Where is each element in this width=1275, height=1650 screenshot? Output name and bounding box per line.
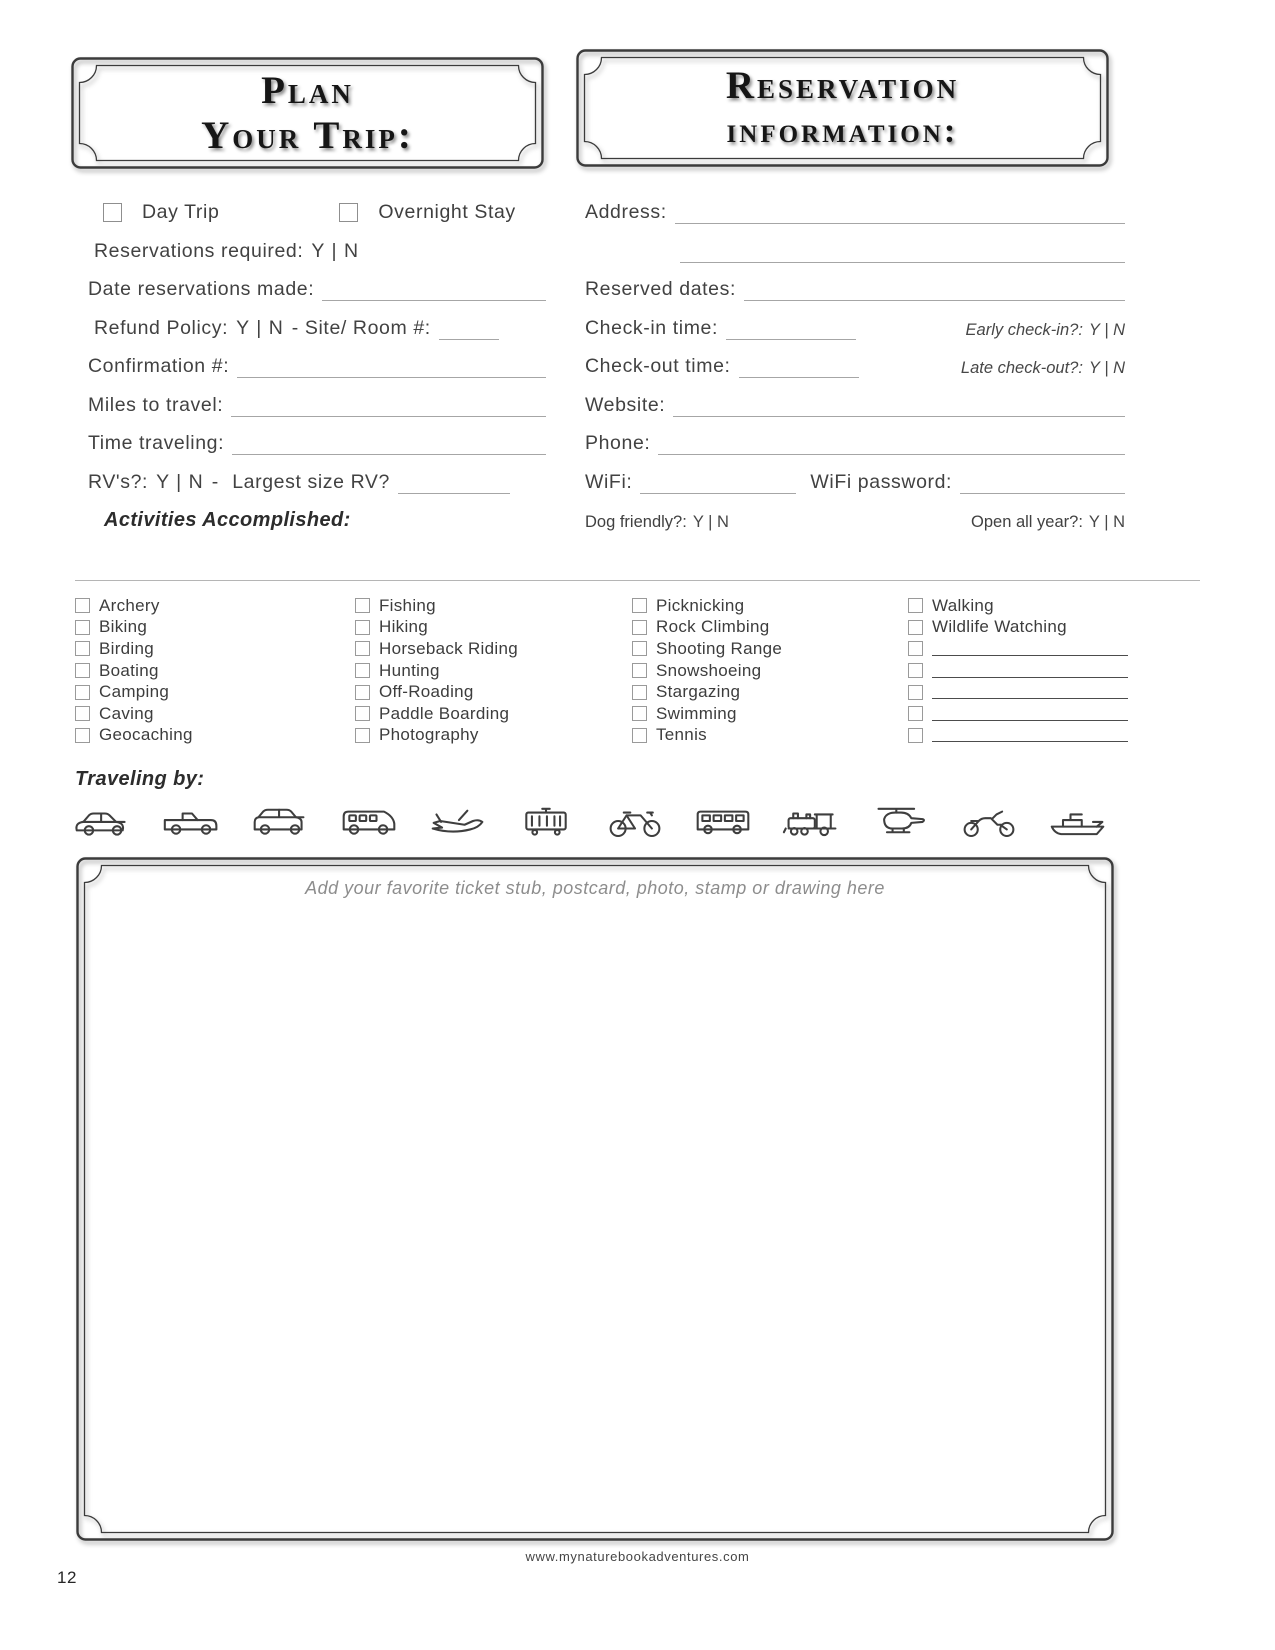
activity-checkbox[interactable]	[75, 728, 90, 743]
activity-label: Swimming	[656, 703, 737, 723]
activity-checkbox[interactable]	[908, 706, 923, 721]
activity-checkbox[interactable]	[632, 598, 647, 613]
overnight-stay-label: Overnight Stay	[378, 201, 516, 223]
activities-checklist	[75, 595, 1200, 746]
early-check-in-yn[interactable]: Y | N	[1088, 320, 1125, 339]
activity-item	[75, 595, 355, 617]
activity-checkbox[interactable]	[75, 706, 90, 721]
activity-label: Archery	[99, 595, 160, 615]
check-in-time-line[interactable]	[726, 325, 856, 340]
airplane-icon[interactable]	[428, 800, 488, 842]
address-row-2	[585, 237, 1125, 263]
confirmation-label: Confirmation #:	[88, 355, 230, 377]
photo-frame-caption: Add your favorite ticket stub, postcard, photo, stamp or drawing here	[305, 878, 885, 898]
activity-item	[355, 725, 632, 747]
vehicle-icons-row	[73, 800, 1108, 842]
miles-to-travel-row	[88, 391, 546, 417]
reservations-required-label: Reservations required:	[94, 239, 304, 262]
activity-label: Paddle Boarding	[379, 703, 510, 723]
website-line[interactable]	[673, 402, 1125, 417]
activity-item	[632, 595, 908, 617]
activity-checkbox[interactable]	[632, 685, 647, 700]
activity-checkbox[interactable]	[355, 598, 370, 613]
activity-checkbox[interactable]	[908, 641, 923, 656]
activity-item	[75, 617, 355, 639]
activity-item	[75, 703, 355, 725]
activity-item	[908, 617, 1200, 639]
check-out-time-label: Check-out time:	[585, 355, 731, 377]
late-check-out-yn[interactable]: Y | N	[1088, 359, 1125, 377]
address-line-2[interactable]	[680, 248, 1125, 263]
bus-icon[interactable]	[693, 800, 753, 842]
activities-column	[908, 595, 1200, 746]
refund-policy-yn[interactable]: Y | N	[236, 316, 284, 339]
activity-label: Horseback Riding	[379, 638, 518, 658]
activity-item	[632, 681, 908, 703]
activity-item	[632, 617, 908, 639]
activity-checkbox[interactable]	[75, 598, 90, 613]
train-icon[interactable]	[782, 800, 842, 842]
phone-row	[585, 429, 1125, 455]
footer-url: www.mynaturebookadventures.com	[525, 1549, 750, 1564]
check-out-time-line[interactable]	[739, 363, 859, 378]
day-trip-checkbox[interactable]	[103, 203, 122, 222]
late-check-out-label: Late check-out?:	[960, 359, 1083, 377]
rvs-label: RV's?:	[88, 470, 149, 493]
activity-checkbox[interactable]	[908, 728, 923, 743]
site-room-label: - Site/ Room #:	[291, 316, 431, 339]
activity-label: Snowshoeing	[656, 660, 762, 680]
activity-checkbox[interactable]	[355, 706, 370, 721]
activity-item	[632, 660, 908, 682]
date-reservations-made-row	[88, 275, 546, 301]
activity-label: Birding	[99, 638, 155, 658]
activity-item	[908, 595, 1200, 617]
activity-label: Rock Climbing	[656, 617, 770, 637]
helicopter-icon[interactable]	[871, 800, 931, 842]
activity-label: Boating	[99, 660, 159, 680]
website-row	[585, 391, 1125, 417]
website-label: Website:	[585, 393, 666, 416]
pickup-truck-icon[interactable]	[162, 800, 222, 842]
largest-rv-line[interactable]	[398, 479, 510, 494]
activity-checkbox[interactable]	[632, 620, 647, 635]
page-number: 12	[57, 1568, 77, 1587]
activity-item	[632, 725, 908, 747]
reserved-dates-label: Reserved dates:	[585, 278, 736, 300]
activity-item	[355, 638, 632, 660]
activity-label: Shooting Range	[656, 638, 783, 658]
time-traveling-label: Time traveling:	[88, 432, 225, 454]
activity-label: Tennis	[656, 725, 707, 745]
activity-label: Hiking	[379, 617, 429, 637]
photo-keepsake-frame[interactable]	[75, 856, 1115, 1542]
time-traveling-row	[88, 429, 546, 455]
activity-checkbox[interactable]	[908, 663, 923, 678]
activity-checkbox[interactable]	[355, 728, 370, 743]
activity-write-in-line[interactable]	[932, 642, 1128, 656]
activity-item	[908, 681, 1200, 703]
tram-icon[interactable]	[516, 800, 576, 842]
activity-item	[908, 703, 1200, 725]
activity-label: Camping	[99, 682, 170, 702]
title-line: Your Trip:	[201, 114, 414, 157]
activities-heading-row	[88, 506, 546, 532]
activity-write-in-line[interactable]	[932, 707, 1128, 721]
activity-item	[75, 725, 355, 747]
plan-your-trip-title	[70, 56, 545, 170]
activity-item	[355, 595, 632, 617]
activity-checkbox[interactable]	[908, 598, 923, 613]
rvs-yn[interactable]: Y | N	[156, 470, 204, 493]
pet-season-row	[585, 506, 1125, 532]
trip-type-row	[88, 198, 546, 224]
miles-to-travel-line[interactable]	[231, 402, 546, 417]
plan-your-trip-title-frame	[70, 56, 545, 170]
miles-to-travel-label: Miles to travel:	[88, 393, 224, 416]
activity-item	[355, 681, 632, 703]
activity-label: Off-Roading	[379, 682, 474, 702]
title-line: Plan	[261, 69, 354, 112]
dog-friendly-yn[interactable]: Y | N	[692, 513, 729, 531]
dash: -	[211, 470, 219, 493]
day-trip-label: Day Trip	[142, 201, 220, 223]
confirmation-row	[88, 352, 546, 378]
activity-item	[355, 660, 632, 682]
activity-label: Walking	[932, 595, 994, 615]
activity-item	[355, 703, 632, 725]
wifi-line[interactable]	[640, 479, 796, 494]
activity-label: Fishing	[379, 595, 436, 615]
motorcycle-icon[interactable]	[959, 800, 1019, 842]
activity-label: Caving	[99, 703, 154, 723]
car-icon[interactable]	[73, 800, 133, 842]
title-line: Reservation	[725, 64, 960, 107]
boat-icon[interactable]	[1048, 800, 1108, 842]
activity-label: Stargazing	[656, 682, 741, 702]
confirmation-line[interactable]	[237, 363, 546, 378]
activity-checkbox[interactable]	[908, 620, 923, 635]
address-row	[585, 198, 1125, 224]
activity-checkbox[interactable]	[355, 641, 370, 656]
address-label: Address:	[585, 201, 667, 223]
early-check-in-label: Early check-in?:	[965, 320, 1083, 339]
check-in-row	[585, 314, 1125, 340]
activity-checkbox[interactable]	[75, 663, 90, 678]
wifi-password-line[interactable]	[960, 479, 1125, 494]
plan-your-trip-fields	[88, 198, 546, 545]
suv-icon[interactable]	[250, 800, 310, 842]
open-all-year-label: Open all year?:	[971, 513, 1083, 531]
activity-checkbox[interactable]	[632, 641, 647, 656]
activity-item	[908, 638, 1200, 660]
activity-checkbox[interactable]	[75, 685, 90, 700]
open-all-year-yn[interactable]: Y | N	[1088, 513, 1125, 531]
date-reservations-made-line[interactable]	[322, 286, 546, 301]
refund-policy-label: Refund Policy:	[94, 316, 229, 339]
activity-item	[355, 617, 632, 639]
activity-checkbox[interactable]	[632, 706, 647, 721]
activity-write-in-line[interactable]	[932, 685, 1128, 699]
title-line: information:	[726, 111, 959, 150]
activity-write-in-line[interactable]	[932, 728, 1128, 742]
activity-checkbox[interactable]	[632, 728, 647, 743]
section-divider	[75, 580, 1200, 581]
activity-label: Biking	[99, 617, 148, 637]
activity-label: Geocaching	[99, 725, 193, 745]
site-room-line[interactable]	[439, 325, 499, 340]
activities-column	[632, 595, 908, 746]
check-in-time-label: Check-in time:	[585, 316, 719, 339]
activity-item	[75, 638, 355, 660]
overnight-stay-checkbox[interactable]	[339, 203, 358, 222]
bicycle-icon[interactable]	[605, 800, 665, 842]
activity-checkbox[interactable]	[355, 663, 370, 678]
activity-write-in-line[interactable]	[932, 664, 1128, 678]
activity-item	[632, 703, 908, 725]
reservation-information-title-frame	[575, 48, 1110, 168]
reserved-dates-row	[585, 275, 1125, 301]
activities-column	[75, 595, 355, 746]
largest-rv-label: Largest size RV?	[232, 470, 390, 493]
time-traveling-line[interactable]	[232, 440, 546, 455]
dog-friendly-label: Dog friendly?:	[585, 513, 687, 531]
activity-label: Wildlife Watching	[932, 617, 1067, 637]
reservations-required-row	[88, 237, 546, 263]
decorative-frame-border	[75, 856, 1115, 1542]
activity-checkbox[interactable]	[75, 641, 90, 656]
activity-item	[632, 638, 908, 660]
wifi-label: WiFi:	[585, 470, 633, 493]
activity-label: Picknicking	[656, 595, 745, 615]
traveling-by-heading: Traveling by:	[75, 768, 205, 790]
phone-line[interactable]	[658, 440, 1125, 455]
activities-accomplished-heading: Activities Accomplished:	[104, 509, 351, 531]
reservation-information-fields	[585, 198, 1125, 545]
activity-item	[908, 660, 1200, 682]
reserved-dates-line[interactable]	[744, 286, 1125, 301]
address-line-1[interactable]	[675, 209, 1125, 224]
activity-checkbox[interactable]	[355, 685, 370, 700]
refund-policy-row	[88, 314, 546, 340]
date-reservations-made-label: Date reservations made:	[88, 278, 315, 300]
wifi-password-label: WiFi password:	[810, 470, 953, 493]
activity-item	[75, 681, 355, 703]
phone-label: Phone:	[585, 432, 651, 454]
reservation-information-title	[575, 48, 1110, 168]
rvs-row	[88, 468, 546, 494]
activity-item	[908, 725, 1200, 747]
activity-checkbox[interactable]	[75, 620, 90, 635]
van-icon[interactable]	[339, 800, 399, 842]
reservations-required-yn[interactable]: Y | N	[311, 239, 360, 262]
activity-label: Photography	[379, 725, 479, 745]
activities-column	[355, 595, 632, 746]
activity-checkbox[interactable]	[632, 663, 647, 678]
activity-item	[75, 660, 355, 682]
activity-checkbox[interactable]	[908, 685, 923, 700]
wifi-row	[585, 468, 1125, 494]
check-out-row	[585, 352, 1125, 378]
activity-checkbox[interactable]	[355, 620, 370, 635]
activity-label: Hunting	[379, 660, 440, 680]
